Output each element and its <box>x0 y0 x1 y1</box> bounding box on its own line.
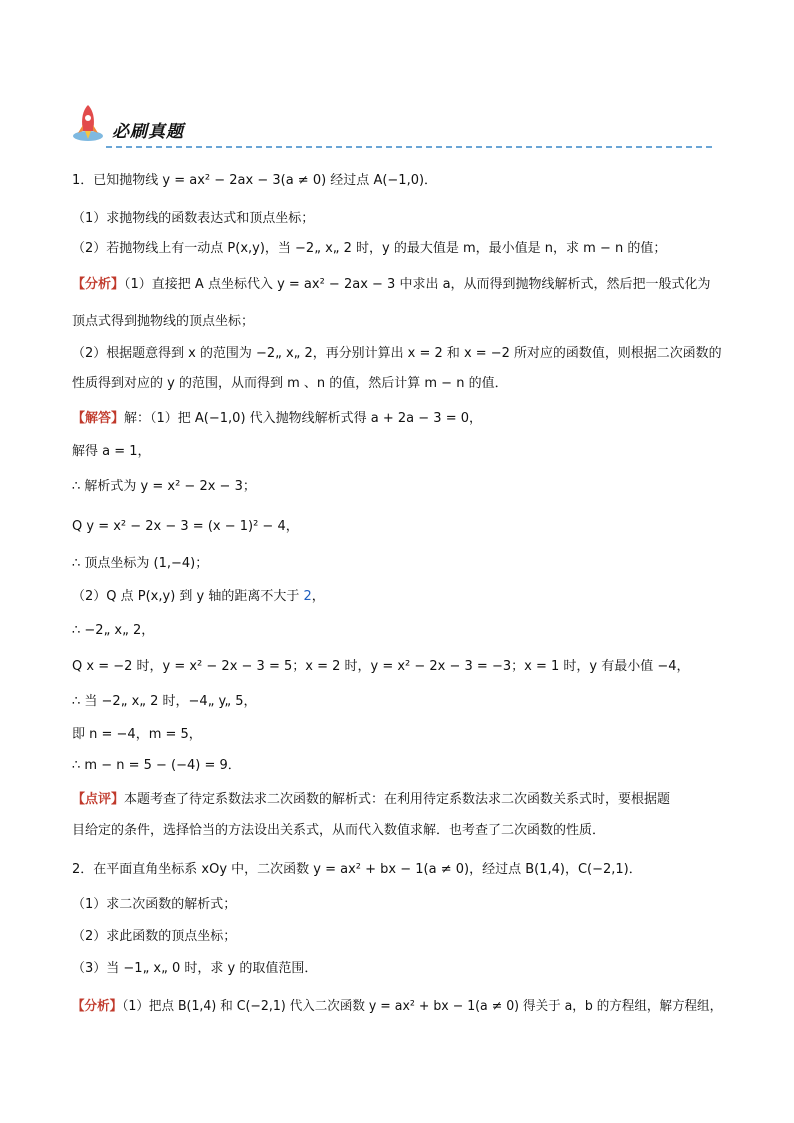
q1-analysis-line-2: 顶点式得到抛物线的顶点坐标； <box>72 314 255 329</box>
q2-part-3: （3）当 −1„ x„ 0 时，求 y 的取值范围． <box>72 961 318 976</box>
q1-solution-line-1: 【解答】解：（1）把 A(−1,0) 代入抛物线解析式得 a + 2a − 3 = 0， <box>72 411 483 426</box>
rocket-icon <box>72 103 104 143</box>
q1-solution-line-5: ∴ 顶点坐标为 (1,−4)； <box>72 556 209 571</box>
q1-solution-line-10: 即 n = −4，m = 5， <box>72 727 202 742</box>
solution-tag: 【解答】 <box>72 411 125 426</box>
q2-analysis-line-1: 【分析】（1）把点 B(1,4) 和 C(−2,1) 代入二次函数 y = ax² + bx − 1(a ≠ 0) 得关于 a，b 的方程组，解方程组， <box>72 999 723 1014</box>
comment-tag: 【点评】 <box>72 792 125 807</box>
q1-solution-line-9: ∴ 当 −2„ x„ 2 时，−4„ y„ 5， <box>72 694 257 709</box>
q1-analysis-line-4: 性质得到对应的 y 的范围，从而得到 m 、n 的值，然后计算 m − n 的值． <box>72 376 508 391</box>
q2-part-1: （1）求二次函数的解析式； <box>72 897 237 912</box>
q1-comment-line-2: 目给定的条件，选择恰当的方法设出关系式，从而代入数值求解．也考查了二次函数的性质． <box>72 823 606 838</box>
q1-solution-line-11: ∴ m − n = 5 − (−4) = 9． <box>72 758 241 773</box>
q1-analysis-line-1: 【分析】（1）直接把 A 点坐标代入 y = ax² − 2ax − 3 中求出 a，从而得到抛物线解析式，然后把一般式化为 <box>72 277 711 292</box>
question-2-stem: 2．在平面直角坐标系 xOy 中，二次函数 y = ax² + bx − 1(a ≠ 0)，经过点 B(1,4)，C(−2,1)． <box>72 862 642 877</box>
analysis-tag: 【分析】 <box>72 277 125 292</box>
q1-solution-line-7: ∴ −2„ x„ 2， <box>72 623 155 638</box>
q2-part-2: （2）求此函数的顶点坐标； <box>72 929 237 944</box>
q1-part-2: （2）若抛物线上有一动点 P(x,y)，当 −2„ x„ 2 时，y 的最大值是 m，最小值是 n，求 m − n 的值； <box>72 241 667 256</box>
q1-part-1: （1）求抛物线的函数表达式和顶点坐标； <box>72 211 315 226</box>
q1-solution-line-6: （2）Q 点 P(x,y) 到 y 轴的距离不大于 2， <box>72 589 325 604</box>
analysis-tag: 【分析】 <box>72 999 123 1014</box>
header-divider <box>106 146 712 148</box>
q1-analysis-line-3: （2）根据题意得到 x 的范围为 −2„ x„ 2，再分别计算出 x = 2 和 x = −2 所对应的函数值，则根据二次函数的 <box>72 346 722 361</box>
section-title: 必刷真题 <box>112 122 184 142</box>
q1-comment-line-1: 【点评】本题考查了待定系数法求二次函数的解析式：在利用待定系数法求二次函数关系式时，要根据题 <box>72 792 671 807</box>
q1-solution-line-2: 解得 a = 1， <box>72 444 151 459</box>
q1-solution-line-4: Q y = x² − 2x − 3 = (x − 1)² − 4， <box>72 519 299 534</box>
q1-solution-line-3: ∴ 解析式为 y = x² − 2x − 3； <box>72 479 256 494</box>
question-1-stem: 1．已知抛物线 y = ax² − 2ax − 3(a ≠ 0) 经过点 A(−1,0)． <box>72 173 438 188</box>
section-header <box>72 103 712 147</box>
q1-solution-line-8: Q x = −2 时，y = x² − 2x − 3 = 5；x = 2 时，y = x² − 2x − 3 = −3；x = 1 时，y 有最小值 −4， <box>72 659 690 674</box>
